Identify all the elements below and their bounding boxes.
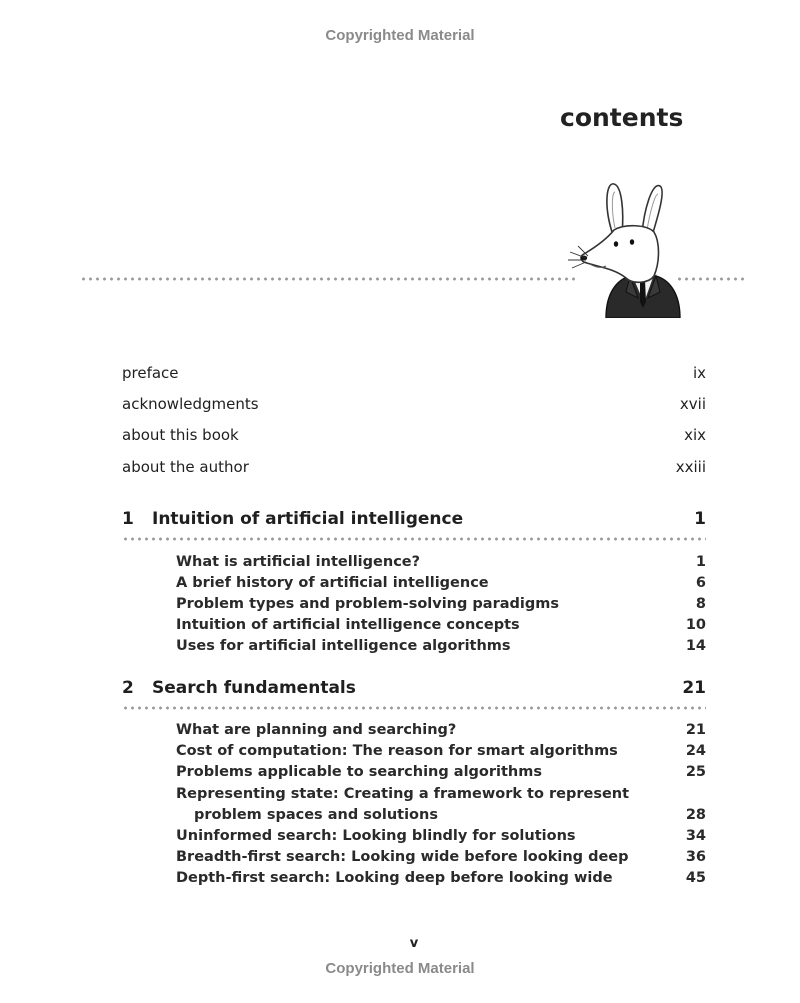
toc-section[interactable] bbox=[176, 722, 706, 742]
section-label: Intuition of artificial intelligence concepts bbox=[176, 617, 520, 633]
chapter-heading-2[interactable] bbox=[122, 678, 706, 702]
section-label: What are planning and searching? bbox=[176, 722, 457, 738]
chapter-title: Search fundamentals bbox=[152, 678, 356, 698]
chapter-number: 2 bbox=[122, 678, 134, 698]
section-page: 14 bbox=[685, 638, 706, 654]
toc-entry-preface[interactable] bbox=[122, 364, 706, 384]
chapter-dotted-rule bbox=[122, 537, 706, 541]
toc-section[interactable] bbox=[176, 743, 706, 763]
page-folio: v bbox=[409, 936, 419, 951]
toc-section[interactable] bbox=[176, 786, 706, 806]
section-page: 21 bbox=[685, 722, 706, 738]
watermark-bottom: Copyrighted Material bbox=[325, 960, 475, 977]
section-label: Uses for artificial intelligence algorithms bbox=[176, 638, 511, 654]
toc-entry-label: about the author bbox=[122, 458, 249, 476]
toc-entry-page: xxiii bbox=[675, 458, 706, 476]
toc-entry-page: ix bbox=[692, 364, 706, 382]
toc-section[interactable] bbox=[176, 849, 706, 869]
section-page: 6 bbox=[695, 575, 706, 591]
toc-entry-acknowledgments[interactable] bbox=[122, 395, 706, 415]
page-title: contents bbox=[560, 103, 684, 132]
dotted-rule-top-right bbox=[676, 277, 746, 281]
chapter-title: Intuition of artificial intelligence bbox=[152, 509, 464, 529]
toc-section[interactable] bbox=[176, 596, 706, 616]
section-page: 25 bbox=[685, 764, 706, 780]
toc-section[interactable] bbox=[176, 617, 706, 637]
toc-section[interactable] bbox=[176, 870, 706, 890]
toc-entry-page: xix bbox=[684, 426, 706, 444]
section-label: A brief history of artificial intelligence bbox=[176, 575, 489, 591]
section-page: 34 bbox=[685, 828, 706, 844]
section-label: Representing state: Creating a framework to represent bbox=[176, 786, 630, 802]
section-page: 8 bbox=[695, 596, 706, 612]
chapter-number: 1 bbox=[122, 509, 134, 529]
section-page: 36 bbox=[685, 849, 706, 865]
section-page: 45 bbox=[685, 870, 706, 886]
toc-entry-about-this-book[interactable] bbox=[122, 426, 706, 446]
section-label: Depth-first search: Looking deep before looking wide bbox=[176, 870, 613, 886]
section-label: What is artificial intelligence? bbox=[176, 554, 421, 570]
watermark-top: Copyrighted Material bbox=[325, 27, 475, 44]
toc-section-continuation[interactable] bbox=[176, 807, 706, 827]
section-label: Uninformed search: Looking blindly for solutions bbox=[176, 828, 576, 844]
dotted-rule-top-left bbox=[80, 277, 578, 281]
section-page: 1 bbox=[695, 554, 706, 570]
chapter-dotted-rule bbox=[122, 706, 706, 710]
toc-entry-label: preface bbox=[122, 364, 179, 382]
toc-section[interactable] bbox=[176, 828, 706, 848]
mouse-in-suit-icon bbox=[568, 176, 686, 318]
section-label: Problem types and problem-solving paradigms bbox=[176, 596, 559, 612]
section-page: 28 bbox=[685, 807, 706, 823]
chapter-page: 1 bbox=[694, 509, 706, 529]
toc-entry-label: acknowledgments bbox=[122, 395, 259, 413]
toc-entry-page: xvii bbox=[679, 395, 706, 413]
section-label: Breadth-first search: Looking wide before looking deep bbox=[176, 849, 629, 865]
toc-entry-about-the-author[interactable] bbox=[122, 458, 706, 478]
toc-section[interactable] bbox=[176, 554, 706, 574]
chapter-page: 21 bbox=[682, 678, 706, 698]
section-label: Problems applicable to searching algorithms bbox=[176, 764, 542, 780]
section-label-continuation: problem spaces and solutions bbox=[194, 807, 438, 823]
section-page: 10 bbox=[685, 617, 706, 633]
section-label: Cost of computation: The reason for smart algorithms bbox=[176, 743, 618, 759]
toc-section[interactable] bbox=[176, 575, 706, 595]
chapter-heading-1[interactable] bbox=[122, 509, 706, 533]
toc-entry-label: about this book bbox=[122, 426, 239, 444]
toc-section[interactable] bbox=[176, 764, 706, 784]
section-page: 24 bbox=[685, 743, 706, 759]
toc-section[interactable] bbox=[176, 638, 706, 658]
